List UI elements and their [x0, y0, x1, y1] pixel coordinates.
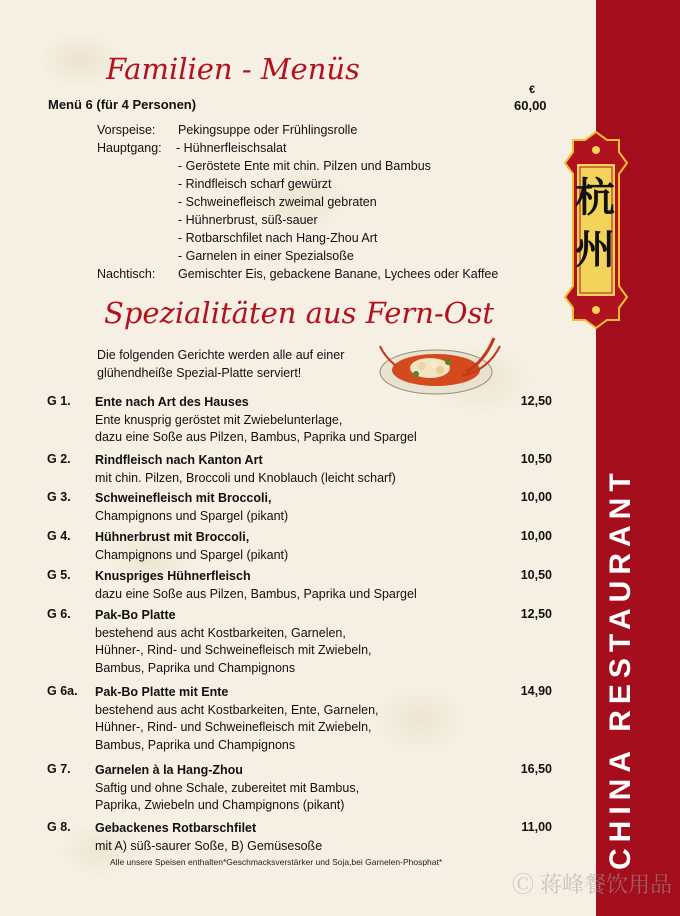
- item-code: G 1.: [47, 394, 71, 408]
- course-text: - Hühnerbrust, süß-sauer: [178, 213, 318, 227]
- item-desc: Hühner-, Rind- und Schweinefleisch mit Zwiebeln,: [95, 720, 372, 734]
- restaurant-name-vertical: CHINA RESTAURANT: [604, 467, 637, 870]
- specialties-intro-line1: Die folgenden Gerichte werden alle auf einer: [97, 348, 345, 362]
- item-name: Knuspriges Hühnerfleisch: [95, 569, 251, 583]
- item-desc: Bambus, Paprika und Champignons: [95, 660, 296, 675]
- course-text: Gemischter Eis, gebackene Banane, Lychees oder Kaffee: [178, 267, 499, 281]
- menu-name: Menü 6 (für 4 Personen): [48, 97, 197, 112]
- emblem-char-2: 州: [575, 226, 615, 273]
- course-label: Nachtisch:: [97, 267, 156, 281]
- item-name: Garnelen à la Hang-Zhou: [95, 763, 243, 777]
- item-name: Rindfleisch nach Kanton Art: [95, 453, 263, 467]
- item-price: 10,00: [520, 529, 552, 543]
- list-item: [95, 684, 379, 754]
- item-code: G 3.: [47, 490, 71, 504]
- course-label: Vorspeise:: [97, 123, 156, 137]
- item-code: G 2.: [47, 452, 71, 466]
- item-price: 11,00: [521, 820, 552, 834]
- family-menu-title: Familien - Menüs: [106, 52, 360, 86]
- item-code: G 6.: [47, 607, 71, 621]
- item-desc: Paprika, Zwiebeln und Champignons (pikant): [95, 798, 345, 812]
- course-text: - Rotbarschfilet nach Hang-Zhou Art: [178, 231, 378, 245]
- item-desc: Bambus, Paprika und Champignons: [95, 737, 296, 752]
- course-text: - Hühnerfleischsalat: [176, 141, 287, 155]
- emblem-char-1: 杭: [575, 174, 615, 221]
- item-price: 10,50: [520, 568, 552, 582]
- list-item: [95, 529, 288, 564]
- item-price: 16,50: [520, 762, 552, 776]
- item-code: G 6a.: [47, 684, 78, 698]
- item-name: Hühnerbrust mit Broccoli,: [95, 530, 250, 544]
- item-desc: Champignons und Spargel (pikant): [95, 547, 289, 562]
- item-desc: Ente knusprig geröstet mit Zwiebelunterlage,: [95, 412, 343, 427]
- item-desc: Hühner-, Rind- und Schweinefleisch mit Zwiebeln,: [95, 643, 372, 657]
- allergen-footnote: Alle unsere Speisen enthalten*Geschmacksverstärker und Soja,bei Garnelen-Phosphat*: [110, 857, 443, 867]
- list-item: [95, 607, 372, 677]
- item-price: 10,00: [520, 490, 552, 504]
- item-desc: Saftig und ohne Schale, zubereitet mit Bambus,: [95, 780, 360, 795]
- item-name: Ente nach Art des Hauses: [95, 395, 249, 409]
- item-desc: bestehend aus acht Kostbarkeiten, Garnelen,: [95, 625, 346, 640]
- item-code: G 7.: [47, 762, 71, 776]
- item-price: 12,50: [520, 607, 552, 621]
- item-price: 10,50: [520, 452, 552, 466]
- item-price: 14,90: [520, 684, 552, 698]
- item-desc: mit A) süß-saurer Soße, B) Gemüsesoße: [95, 838, 323, 853]
- list-item: [95, 490, 288, 525]
- emblem-chinese-chars: [572, 172, 618, 276]
- course-text: - Rindfleisch scharf gewürzt: [178, 177, 332, 191]
- list-item: [95, 568, 417, 603]
- specialties-intro-line2: glühendheiße Spezial-Platte serviert!: [97, 366, 302, 380]
- course-text: - Garnelen in einer Spezialsoße: [178, 249, 354, 263]
- item-desc: bestehend aus acht Kostbarkeiten, Ente, Garnelen,: [95, 702, 379, 717]
- item-desc: Champignons und Spargel (pikant): [95, 508, 289, 523]
- course-text: - Geröstete Ente mit chin. Pilzen und Bambus: [178, 159, 431, 173]
- item-name: Pak-Bo Platte: [95, 608, 176, 622]
- item-name: Gebackenes Rotbarschfilet: [95, 821, 257, 835]
- list-item: [95, 452, 396, 487]
- sizzling-plate-dish-image: [376, 332, 504, 398]
- list-item: [95, 394, 417, 447]
- item-name: Schweinefleisch mit Broccoli,: [95, 491, 272, 505]
- item-desc: dazu eine Soße aus Pilzen, Bambus, Paprika und Spargel: [95, 430, 417, 444]
- course-label: Hauptgang:: [97, 141, 162, 155]
- item-code: G 4.: [47, 529, 71, 543]
- list-item: [95, 820, 322, 855]
- item-code: G 8.: [47, 820, 71, 834]
- specialties-title: Spezialitäten aus Fern-Ost: [104, 296, 495, 330]
- item-code: G 5.: [47, 568, 71, 582]
- watermark-text: Ⓒ 蒋峰餐饮用品: [512, 872, 673, 897]
- course-text: Pekingsuppe oder Frühlingsrolle: [178, 123, 358, 137]
- item-desc: dazu eine Soße aus Pilzen, Bambus, Paprika und Spargel: [95, 586, 417, 601]
- course-text: - Schweinefleisch zweimal gebraten: [178, 195, 377, 209]
- item-name: Pak-Bo Platte mit Ente: [95, 685, 229, 699]
- item-price: 12,50: [520, 394, 552, 408]
- currency-symbol: €: [529, 84, 536, 96]
- menu-price: 60,00: [514, 98, 547, 113]
- list-item: [95, 762, 359, 815]
- item-desc: mit chin. Pilzen, Broccoli und Knoblauch (leicht scharf): [95, 470, 396, 485]
